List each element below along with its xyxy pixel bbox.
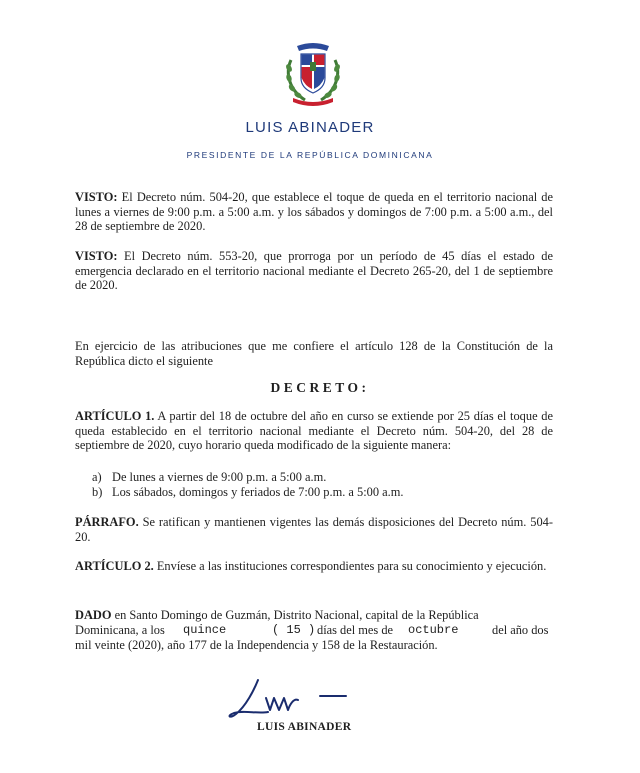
dado-line-2-mid: días del mes de: [317, 622, 394, 637]
visto-text: El Decreto núm. 553-20, que prorroga por un período de 45 días el estado de emergencia declarado en el territorio nacional mediante el Decreto 265-20, del 1 de septiembre de 2020.: [75, 249, 553, 293]
dado-day-number: ( 15 ): [272, 622, 316, 637]
list-item-label: b): [92, 485, 103, 500]
parrafo-label: PÁRRAFO.: [75, 515, 139, 529]
parrafo-text: Se ratifican y mantienen vigentes las demás disposiciones del Decreto núm. 504-20.: [75, 515, 553, 544]
list-item-label: a): [92, 470, 102, 484]
decreto-heading: DECRETO:: [270, 380, 370, 395]
coat-of-arms-icon: [283, 38, 343, 108]
articulo-2-paragraph: [75, 559, 553, 574]
visto-label: VISTO:: [75, 190, 118, 204]
header-title: PRESIDENTE DE LA REPÚBLICA DOMINICANA: [186, 150, 434, 160]
articulo-2-text: Envíese a las instituciones correspondientes para su conocimiento y ejecución.: [156, 559, 547, 573]
dado-paragraph: [75, 608, 553, 652]
signatory-name: LUIS ABINADER: [257, 721, 352, 733]
visto-paragraph-1: [75, 190, 553, 234]
handwritten-signature: [224, 676, 364, 722]
dado-day-word: quince: [183, 622, 227, 637]
dado-line-1: en Santo Domingo de Guzmán, Distrito Nacional, capital de la República: [114, 608, 479, 622]
visto-paragraph-2: [75, 249, 553, 293]
parrafo-paragraph: [75, 515, 553, 544]
articulo-2-label: ARTÍCULO 2.: [75, 559, 154, 573]
list-item: [92, 470, 532, 485]
articulo-1-label: ARTÍCULO 1.: [75, 409, 155, 423]
ejercicio-paragraph: En ejercicio de las atribuciones que me confiere el artículo 128 de la Constitución de la República dicto el siguiente: [75, 339, 553, 368]
list-item: [92, 485, 532, 500]
articulo-1-text: A partir del 18 de octubre del año en curso se extiende por 25 días el toque de queda establecido en el territorio nacional mediante el Decreto núm. 504-20, del 28 de septiembre de 2020, cuyo horario queda modificado de la siguiente manera:: [75, 409, 553, 453]
visto-text: El Decreto núm. 504-20, que establece el toque de queda en el territorio nacional de lunes a viernes de 9:00 p.m. a 5:00 a.m. y los sábados y domingos de 7:00 p.m. a 5:00 a.m., del 28 de septiembre de 2020.: [75, 190, 554, 234]
list-item-text: Los sábados, domingos y feriados de 7:00 p.m. a 5:00 a.m.: [112, 485, 404, 500]
dado-label: DADO: [75, 608, 112, 622]
header-name: LUIS ABINADER: [245, 119, 375, 136]
dado-line-2-pre: Dominicana, a los: [75, 622, 165, 637]
dado-month: octubre: [408, 622, 459, 637]
visto-label: VISTO:: [75, 249, 118, 263]
dado-line-2-post: del año dos: [492, 622, 549, 637]
articulo-1-paragraph: [75, 409, 553, 453]
list-item-text: De lunes a viernes de 9:00 p.m. a 5:00 a.m.: [112, 470, 327, 484]
schedule-list: [92, 470, 532, 500]
dado-line-3: mil veinte (2020), año 177 de la Independencia y 158 de la Restauración.: [75, 637, 438, 652]
